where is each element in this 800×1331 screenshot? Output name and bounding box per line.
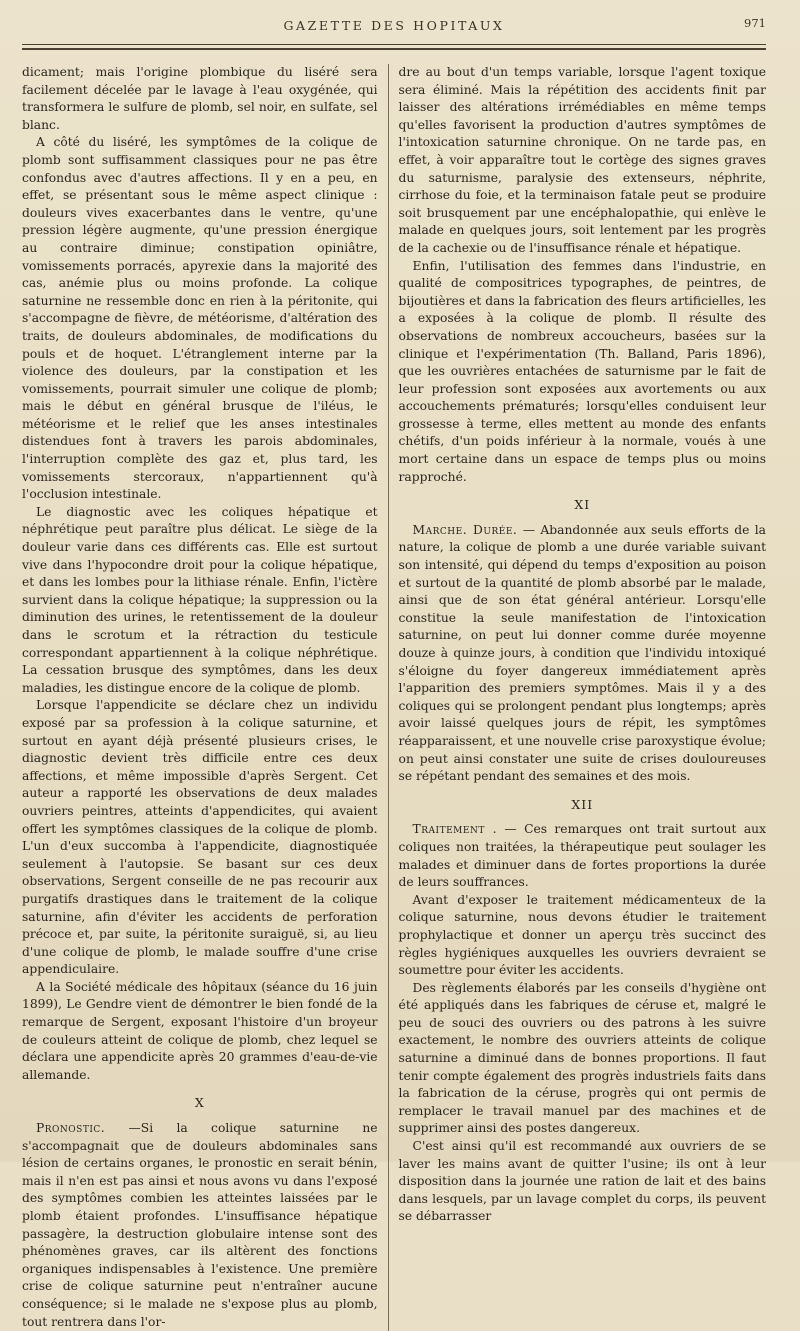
paragraph: A la Société médicale des hôpitaux (séance du 16 juin 1899), Le Gendre vient de démontrer le bien fondé de la remarque de Sergent, exposant l'histoire d'un broyeur de couleurs atteint de colique de plomb, chez lequel se déclara une appendicite après 20 grammes d'eau-de-vie allemande. — [22, 979, 378, 1082]
running-header — [22, 16, 766, 40]
paragraph: dicament; mais l'origine plombique du liséré sera facilement décelée par le lavage à l'eau oxygénée, qui transformera le sulfure de plomb, sel noir, en sulfate, sel blanc. — [22, 65, 378, 132]
paragraph: Enfin, l'utilisation des femmes dans l'industrie, en qualité de compositrices typographes, de peintres, de bijoutières et dans la fabrication des fleurs artificielles, les a exposées à la colique de plomb. Il résulte des observations de nombreux accoucheurs, basées sur la clinique et l'expérimentation (Th. Balland, Paris 1896), que les ouvrières entachées de saturnisme par le fait de leur profession sont exposées aux avortements ou aux accouchements prématurés; lorsqu'elles conduisent leur grossesse à terme, elles mettent au monde des enfants chétifs, d'un poids inférieur à la normale, voués à une mort certaine dans un espace de temps plus ou moins rapproché. — [398, 258, 767, 484]
paragraph-traitement — [399, 821, 766, 891]
header-rule-thick — [22, 48, 766, 50]
paragraph: A côté du liséré, les symptômes de la colique de plomb sont suffisamment classiques pour ne pas être confondus avec d'autres affections. Il y en a peu, en effet, se présentant sous le même aspect clinique : douleurs vives exacerbantes dans le ventre, qu'une pression légère augmente, qu'une pression énergique au contraire diminue; constipation opiniâtre, vomissements porracés, apyrexie dans la majorité des cas, anémie plus ou moins profonde. La colique saturnine ne ressemble donc en rien à la péritonite, qui s'accompagne de fièvre, de météorisme, d'altération des traits, de douleurs abdominales, de modifications du pouls et de hoquet. L'étranglement interne par la violence des douleurs, par la constipation et les vomissements, pourrait simuler une colique de plomb; mais le début en général brusque de l'iléus, le météorisme et le relief que les anses intestinales distendues font à travers les parois abdominales, l'interruption complète des gaz et, plus tard, les vomissements stercoraux, n'appartiennent qu'à l'occlusion intestinale. — [22, 135, 378, 502]
paragraph-marche — [399, 522, 766, 786]
section-label: Marche. Durée. — [412, 522, 518, 537]
left-column — [22, 64, 388, 1331]
page-number: 971 — [744, 16, 766, 30]
header-rule — [22, 44, 766, 45]
column-divider — [388, 64, 389, 1331]
paragraph: C'est ainsi qu'il est recommandé aux ouvriers de se laver les mains avant de quitter l'usine; ils ont à leur disposition dans la journée une ration de lait et des bains dans lesquels, par un lavage complet du corps, ils peuvent se débarrasser — [398, 1139, 767, 1224]
paragraph-text: — Abandonnée aux seuls efforts de la nature, la colique de plomb a une durée variable suivant son intensité, qui dépend du temps d'exposition au poison et surtout de la quantité de plomb absorbé par le malade, ainsi que de son état général antérieur. Lorsqu'elle constitue la seule manifestation de l'intoxication saturnine, on peut lui donner comme durée moyenne douze à quinze jours, à condition que l'individu intoxiqué s'éloigne du foyer dangereux immédiatement après l'apparition des premiers symptômes. Mais il y a des coliques qui se prolongent pendant plus longtemps; après avoir laissé quelques jours de répit, les symptômes réapparaissent, et une nouvelle crise paroxystique évolue; on peut ainsi constater une suite de crises douloureuses se répétant pendant des semaines et des mois. — [398, 522, 767, 784]
paragraph: Des règlements élaborés par les conseils d'hygiène ont été appliqués dans les fabriques de céruse et, malgré le peu de souci des ouvriers ou des patrons à les suivre exactement, le nombre des ouvriers atteints de colique saturnine a diminué dans de bonnes proportions. Il faut tenir compte également des progrès industriels faits dans la fabrication de la céruse, progrès qui ont permis de remplacer le travail manuel par des machines et de supprimer ainsi des postes dangereux. — [398, 980, 767, 1136]
paragraph: Le diagnostic avec les coliques hépatique et néphrétique peut paraître plus délicat. Le siège de la douleur varie dans ces différents cas. Elle est surtout vive dans l'hypocondre droit pour la colique hépatique, et dans les lombes pour la lithiase rénale. Enfin, l'ictère survient dans la colique hépatique; la suppression ou la diminution des urines, le retentissement de la douleur dans le scrotum et la rétraction du testicule correspondant appartiennent à la colique néphrétique. La cessation brusque des symptômes, dans les deux maladies, les distingue encore de la colique de plomb. — [22, 504, 378, 695]
paragraph-text: — Ces remarques ont trait surtout aux coliques non traitées, la thérapeutique peut soulager les malades et diminuer dans de fortes proportions la durée de leurs souffrances. — [398, 822, 767, 890]
section-label: Pronostic. — [36, 1121, 106, 1136]
paragraph-pronostic — [22, 1120, 378, 1331]
section-heading-xi: XI — [574, 497, 591, 513]
paragraph-text: —Si la colique saturnine ne s'accompagnait que de douleurs abdominales sans lésion de certains organes, le pronostic en serait bénin, mais il n'en est pas ainsi et nous avons vu dans l'exposé des symptômes combien les atteintes laissées par le plomb étaient profondes. L'insuffisance hépatique passagère, la destruction globulaire intense sont des phénomènes graves, car ils altèrent des fonctions organiques indispensables à l'existence. Une première crise de colique saturnine peut n'entraîner aucune conséquence; si le malade ne s'expose plus au plomb, tout rentrera dans l'or- — [22, 1121, 378, 1329]
paragraph: Lorsque l'appendicite se déclare chez un individu exposé par sa profession à la colique saturnine, et surtout en ayant déjà présenté plusieurs crises, le diagnostic devient très difficile entre ces deux affections, et même impossible d'après Sergent. Cet auteur a rapporté les observations de deux malades ouvriers peintres, atteints d'appendicites, qui avaient offert les symptômes classiques de la colique de plomb. L'un d'eux succomba à l'appendicite, diagnostiquée seulement à l'autopsie. Se basant sur ces deux observations, Sergent conseille de ne pas recourir aux purgatifs drastiques dans le traitement de la colique saturnine, afin d'éviter les accidents de perforation précoce et, par suite, la péritonite suraiguë, si, au lieu d'une colique de plomb, le malade souffre d'une crise appendiculaire. — [22, 698, 378, 977]
right-column — [399, 64, 766, 1331]
section-label: Traitement . — [412, 822, 498, 837]
section-heading-xii: XII — [571, 796, 594, 812]
paragraph: dre au bout d'un temps variable, lorsque l'agent toxique sera éliminé. Mais la répétition des accidents finit par laisser des altérations irrémédiables en même temps qu'elles favorisent la production d'autres symptômes de l'intoxication saturnine chronique. On ne tarde pas, en effet, à voir apparaître tout le cortège des signes graves du saturnisme, paralysie des extenseurs, néphrite, cirrhose du foie, et la terminaison fatale peut se produire soit brusquement par une encéphalopathie, qui enlève le malade en quelques jours, soit lentement par les progrès de la cachexie ou de l'insuffisance rénale et hépatique. — [398, 65, 767, 255]
journal-title: GAZETTE DES HOPITAUX — [283, 18, 505, 33]
paragraph: Avant d'exposer le traitement médicamenteux de la colique saturnine, nous devons étudier le traitement prophylactique et donner un aperçu très succinct des règles hygiéniques auxquelles les ouvriers devraient se soumettre pour éviter les accidents. — [398, 892, 767, 978]
two-column-body — [22, 64, 766, 1331]
section-heading-x: X — [194, 1095, 205, 1111]
